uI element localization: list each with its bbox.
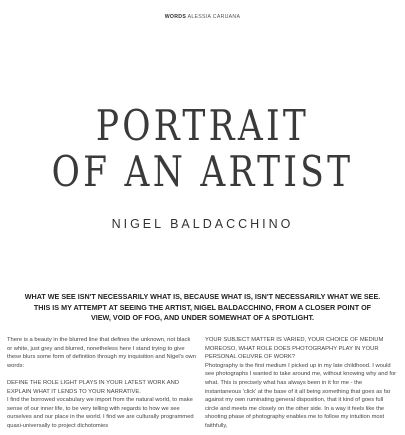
question-1: DEFINE THE ROLE LIGHT PLAYS IN YOUR LATEST WORK AND EXPLAIN WHAT IT LENDS TO YOUR NARRATIVE. xyxy=(7,379,180,395)
artist-name: NIGEL BALDACCHINO xyxy=(111,217,294,231)
byline-label: WORDS xyxy=(164,14,187,20)
intro-paragraph: There is a beauty in the blurred line that defines the unknown, not black or white, just grey and blurred, nonetheless here I stand trying to give these blurs some form of definition through my inquisition and Nigel's own words: xyxy=(7,337,196,369)
question-2: YOUR SUBJECT MATTER IS VARIED, YOUR CHOICE OF MEDIUM MOREOSO, WHAT ROLE DOES PHOTOGRAPHY PLAY IN YOUR PERSONAL OEUVRE OF WORK? xyxy=(205,337,384,361)
answer-2: Photography is the first medium I picked up in my late childhood. I would see photographs I wanted to take around me, without knowing why and for what. This is precisely what has always been in it for me - the instantaneous 'click' at the base of it all being something that goes as far against my own ruminating general disposition, that it kind of goes full circle and meets me closely on the other side. In a way it feels like the shooting phase of photography enables me to follow my intuition most faithfully, xyxy=(205,362,397,429)
article-title-line-2: OF AN ARTIST xyxy=(51,147,354,196)
right-column xyxy=(205,336,397,431)
byline xyxy=(0,14,405,20)
lede-paragraph: WHAT WE SEE ISN'T NECESSARILY WHAT IS, BECAUSE WHAT IS, ISN'T NECESSARILY WHAT WE SEE. THIS IS MY ATTEMPT AT SEEING THE ARTIST, NIGEL BALDACCHINO, FROM A CLOSER POINT OF VIEW, VOID OF FOG, AND UNDER SOMEWHAT OF A SPOTLIGHT. xyxy=(24,292,381,322)
answer-1: I find the borrowed vocabulary we import from the natural world, to make sense of our inner life, to be very telling with regards to how we see ourselves and our place in the world. I find we are culturally programmed quasi-universally to project dichotomies xyxy=(7,397,194,429)
byline-author: ALESSIA CARUANA xyxy=(187,14,241,20)
article-title-line-1: PORTRAIT xyxy=(95,101,310,150)
left-column xyxy=(7,336,197,431)
